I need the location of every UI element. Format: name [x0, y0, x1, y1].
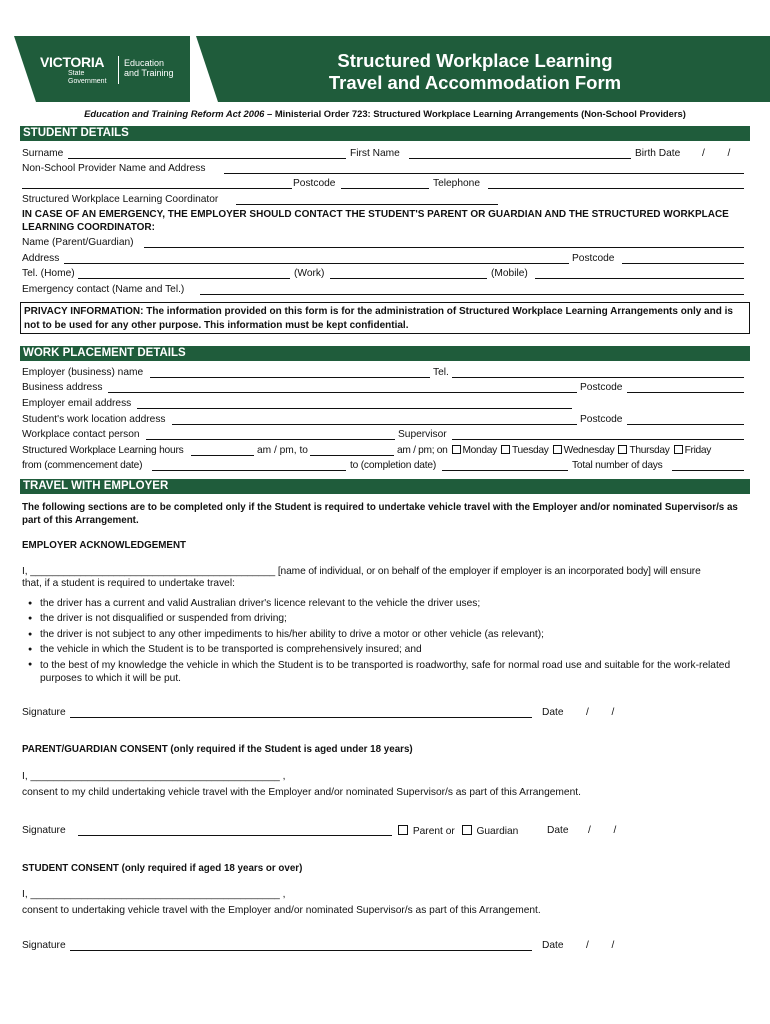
monday-checkbox[interactable] — [452, 445, 461, 454]
department-label: Education and Training — [124, 58, 174, 78]
form-title — [300, 50, 650, 94]
student-date-label: Date — [542, 940, 564, 951]
parent-signature-field[interactable] — [78, 835, 392, 836]
parent-name-line[interactable]: I, ____________________________________________ , — [22, 771, 286, 782]
ack-that-line: that, if a student is required to undertake travel: — [22, 578, 235, 589]
tel-work-field[interactable] — [330, 278, 487, 279]
business-address-label: Business address — [22, 382, 103, 393]
title-line-1: Structured Workplace Learning — [337, 50, 613, 71]
student-consent-text: consent to undertaking vehicle travel with the Employer and/or nominated Supervisor/s as part of this Arrangement. — [22, 905, 541, 916]
employer-date-field[interactable]: / / — [586, 707, 615, 718]
days-group — [397, 445, 711, 456]
student-consent-heading: STUDENT CONSENT (only required if aged 18 years or over) — [22, 863, 303, 874]
telephone-field[interactable] — [488, 188, 744, 189]
privacy-box: PRIVACY INFORMATION: The information provided on this form is for the administration of Structured Workplace Learning Arrangements only and is not to be used for any other purpose. This information must be kept confidential. — [20, 302, 750, 334]
guardian-checkbox[interactable] — [462, 825, 472, 835]
coordinator-field[interactable] — [236, 204, 498, 205]
birth-date-label: Birth Date — [635, 148, 681, 159]
to-date-label: to (completion date) — [350, 460, 437, 471]
from-date-field[interactable] — [152, 470, 346, 471]
parent-checkbox[interactable] — [398, 825, 408, 835]
address-postcode-field[interactable] — [622, 263, 744, 264]
logo-divider — [118, 56, 119, 84]
coordinator-label: Structured Workplace Learning Coordinator — [22, 194, 219, 205]
mobile-field[interactable] — [535, 278, 744, 279]
student-date-field[interactable]: / / — [586, 940, 615, 951]
employer-tel-field[interactable] — [452, 377, 744, 378]
student-name-line[interactable]: I, ____________________________________________ , — [22, 889, 286, 900]
form-subtitle — [0, 108, 770, 119]
ack-name-line[interactable]: I, ____________________________________________ [name of individual, or on behalf of the employer if employer is an incorporated body] will ensure — [22, 566, 701, 577]
parent-consent-text: consent to my child undertaking vehicle travel with the Employer and/or nominated Supervisor/s as part of this Arrangement. — [22, 787, 581, 798]
total-days-field[interactable] — [672, 470, 744, 471]
hours-label: Structured Workplace Learning hours — [22, 445, 184, 456]
employer-name-field[interactable] — [150, 377, 430, 378]
ampm-to-label: am / pm, to — [257, 445, 308, 456]
to-date-field[interactable] — [442, 470, 568, 471]
tuesday-checkbox[interactable] — [501, 445, 510, 454]
location-postcode-field[interactable] — [627, 424, 744, 425]
friday-label: Friday — [684, 445, 712, 456]
from-date-label: from (commencement date) — [22, 460, 143, 471]
location-postcode-label: Postcode — [580, 414, 623, 425]
parent-name-label: Name (Parent/Guardian) — [22, 237, 134, 248]
tuesday-label: Tuesday — [511, 445, 549, 456]
friday-checkbox[interactable] — [674, 445, 683, 454]
driver-conditions-list — [22, 596, 752, 685]
parent-date-field[interactable]: / / — [588, 825, 617, 836]
employer-email-field[interactable] — [137, 408, 572, 409]
provider-address-field[interactable] — [22, 188, 292, 189]
address-label: Address — [22, 253, 60, 264]
parent-name-field[interactable] — [144, 247, 744, 248]
employer-name-label: Employer (business) name — [22, 367, 144, 378]
tel-home-label: Tel. (Home) — [22, 268, 75, 279]
surname-label: Surname — [22, 148, 64, 159]
work-location-field[interactable] — [172, 424, 577, 425]
first-name-field[interactable] — [409, 158, 631, 159]
employer-email-label: Employer email address — [22, 398, 132, 409]
provider-field[interactable] — [224, 173, 744, 174]
student-signature-field[interactable] — [70, 950, 532, 951]
first-name-label: First Name — [350, 148, 400, 159]
wednesday-label: Wednesday — [563, 445, 615, 456]
title-line-2: Travel and Accommodation Form — [328, 72, 622, 93]
emergency-note: IN CASE OF AN EMERGENCY, THE EMPLOYER SHOULD CONTACT THE STUDENT'S PARENT OR GUARDIAN AND THE STRUCTURED WORKPLACE LEARNING COORDINATOR: — [22, 209, 729, 233]
list-item: ● to the best of my knowledge the vehicle in which the Student is to be transported is roadworthy, safe for normal road use and suitable for the work-related purposes to which it will be put. — [22, 658, 752, 685]
state-government-label: State Government — [68, 70, 107, 85]
business-postcode-label: Postcode — [580, 382, 623, 393]
total-days-label: Total number of days — [572, 460, 663, 471]
thursday-checkbox[interactable] — [618, 445, 627, 454]
parent-consent-heading: PARENT/GUARDIAN CONSENT (only required if the Student is aged under 18 years) — [22, 744, 413, 755]
mobile-label: (Mobile) — [491, 268, 528, 279]
list-item: ● the vehicle in which the Student is to be transported is comprehensively insured; and — [22, 642, 752, 657]
hours-start-field[interactable] — [191, 455, 254, 456]
tel-home-field[interactable] — [78, 278, 290, 279]
workplace-contact-label: Workplace contact person — [22, 429, 140, 440]
business-address-field[interactable] — [108, 392, 577, 393]
student-details-heading: STUDENT DETAILS — [20, 126, 750, 141]
employer-tel-label: Tel. — [433, 367, 449, 378]
emergency-contact-field[interactable] — [200, 294, 744, 295]
employer-date-label: Date — [542, 707, 564, 718]
provider-postcode-label: Postcode — [293, 178, 336, 189]
subtitle-act: Education and Training Reform Act 2006 — [84, 108, 265, 119]
thursday-label: Thursday — [629, 445, 670, 456]
list-item: ● the driver is not disqualified or suspended from driving; — [22, 611, 752, 626]
supervisor-field[interactable] — [452, 439, 744, 440]
guardian-label: Guardian — [476, 826, 519, 837]
ampm-on-label: am / pm; on — [397, 445, 448, 456]
list-item: ● the driver is not subject to any other impediments to his/her ability to drive a motor or other vehicle (as relevant); — [22, 627, 752, 642]
hours-end-field[interactable] — [310, 455, 394, 456]
student-signature-label: Signature — [22, 940, 66, 951]
header-banner — [0, 0, 770, 102]
parent-signature-label: Signature — [22, 825, 66, 836]
provider-label: Non-School Provider Name and Address — [22, 163, 206, 174]
address-postcode-label: Postcode — [572, 253, 615, 264]
travel-heading: TRAVEL WITH EMPLOYER — [20, 479, 750, 494]
parent-or-label: Parent or — [412, 826, 455, 837]
supervisor-label: Supervisor — [398, 429, 447, 440]
tel-work-label: (Work) — [294, 268, 325, 279]
work-location-label: Student's work location address — [22, 414, 166, 425]
travel-intro: The following sections are to be completed only if the Student is required to undertake vehicle travel with the Employer and/or nominated Supervisor/s as part of this Arrangement. — [22, 502, 738, 526]
address-field[interactable] — [64, 263, 569, 264]
emergency-contact-label: Emergency contact (Name and Tel.) — [22, 284, 185, 295]
parent-date-label: Date — [547, 825, 569, 836]
birth-date-field[interactable]: / / — [702, 148, 731, 159]
employer-ack-heading: EMPLOYER ACKNOWLEDGEMENT — [22, 540, 187, 551]
provider-postcode-field[interactable] — [341, 188, 429, 189]
work-placement-heading: WORK PLACEMENT DETAILS — [20, 346, 750, 361]
wednesday-checkbox[interactable] — [553, 445, 562, 454]
subtitle-order: – Ministerial Order 723: Structured Workplace Learning Arrangements (Non-School Providers) — [264, 108, 686, 119]
monday-label: Monday — [462, 445, 497, 456]
relation-group — [398, 825, 518, 837]
list-item: ● the driver has a current and valid Australian driver's licence relevant to the vehicle the driver uses; — [22, 596, 752, 611]
business-postcode-field[interactable] — [627, 392, 744, 393]
victoria-logo: VICTORIA — [40, 54, 105, 70]
employer-signature-label: Signature — [22, 707, 66, 718]
telephone-label: Telephone — [433, 178, 481, 189]
surname-field[interactable] — [68, 158, 346, 159]
workplace-contact-field[interactable] — [146, 439, 395, 440]
employer-signature-field[interactable] — [70, 717, 532, 718]
